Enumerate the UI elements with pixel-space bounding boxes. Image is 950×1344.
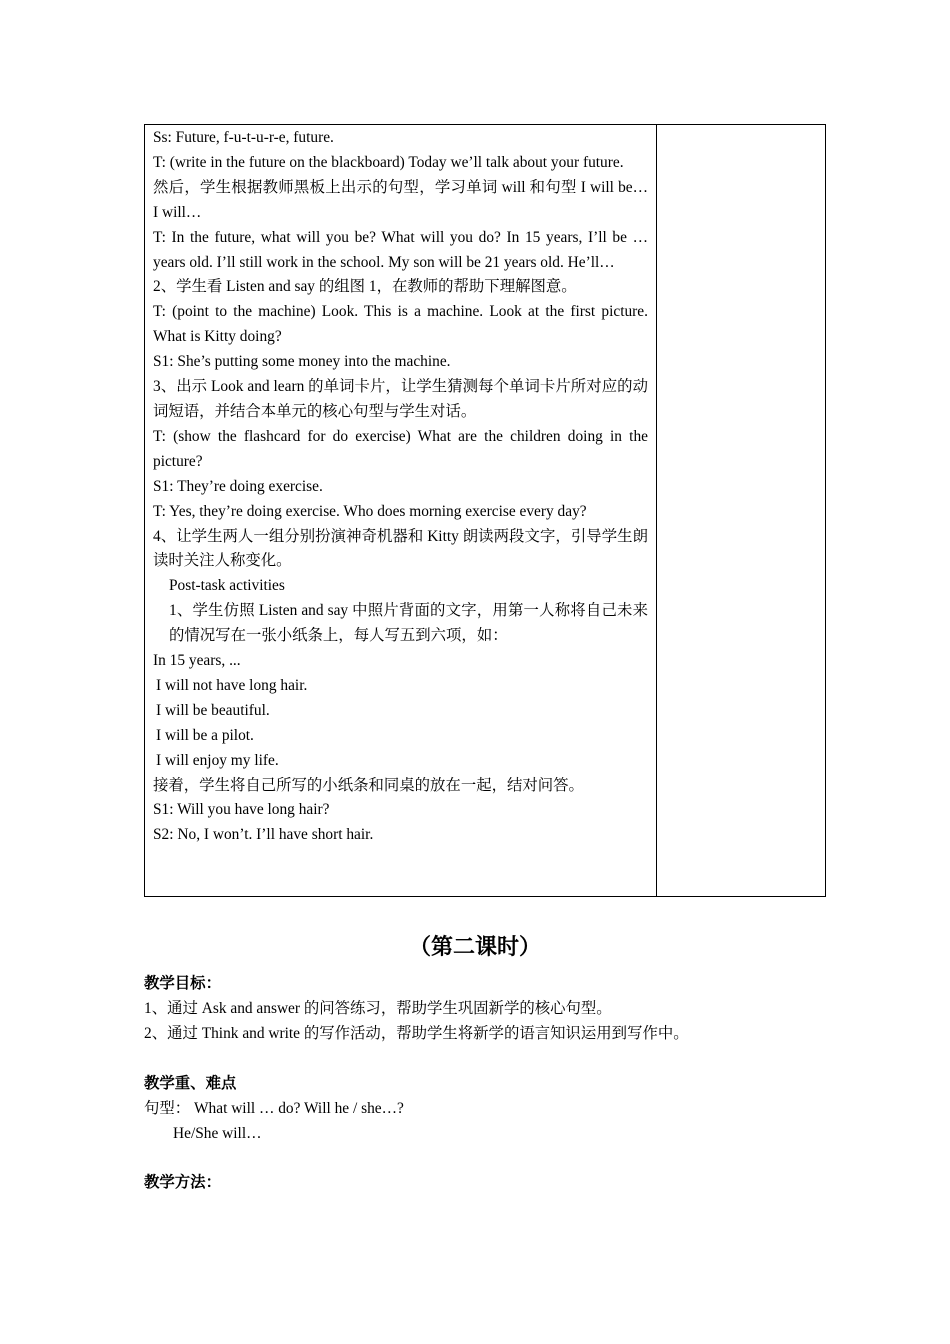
notes-cell: [657, 125, 826, 897]
table-line: 1、学生仿照 Listen and say 中照片背面的文字，用第一人称将自己未来的情况写在一张小纸条上，每人写五到六项，如：: [169, 602, 648, 645]
table-line: 然后，学生根据教师黑板上出示的句型，学习单词 will 和句型 I will be… I will…: [153, 178, 648, 221]
table-line: 2、学生看 Listen and say 的组图 1，在教师的帮助下理解图意。: [153, 278, 577, 296]
example-sentence: I will enjoy my life.: [156, 751, 279, 769]
lesson-procedure-table: [144, 124, 826, 897]
example-sentence: I will be beautiful.: [156, 701, 270, 719]
objective-item: 2、通过 Think and write 的写作活动，帮助学生将新学的语言知识运用到写作中。: [144, 1024, 689, 1042]
section-label-post-task: Post-task activities: [169, 577, 285, 595]
table-line: T: (point to the machine) Look. This is a machine. Look at the first picture. What is Kitty doing?: [153, 303, 648, 346]
table-line: S2: No, I won’t. I’ll have short hair.: [153, 826, 374, 844]
table-line: T: (show the flashcard for do exercise) What are the children doing in the picture?: [153, 427, 648, 470]
table-line: In 15 years, ...: [153, 652, 241, 670]
example-sentence: I will not have long hair.: [156, 676, 308, 694]
key-points-section: [144, 1072, 834, 1147]
sentence-pattern-line: He/She will…: [173, 1124, 262, 1142]
key-points-title: 教学重、难点: [144, 1075, 237, 1092]
table-line: 4、让学生两人一组分别扮演神奇机器和 Kitty 朗读两段文字，引导学生朗读时关注人称变化。: [153, 527, 648, 570]
example-sentence: I will be a pilot.: [156, 726, 254, 744]
table-line: 3、出示 Look and learn 的单词卡片，让学生猜测每个单词卡片所对应的动词短语，并结合本单元的核心句型与学生对话。: [153, 378, 648, 420]
table-line: Ss: Future, f-u-t-u-r-e, future.: [153, 129, 334, 146]
objectives-section: [144, 972, 834, 1047]
methods-section: [144, 1171, 834, 1196]
methods-title: 教学方法：: [144, 1174, 221, 1191]
table-line: T: Yes, they’re doing exercise. Who does morning exercise every day?: [153, 502, 587, 520]
sentence-pattern-line: 句型： What will … do? Will he / she…?: [144, 1099, 404, 1117]
table-line: S1: Will you have long hair?: [153, 801, 330, 819]
table-line: S1: She’s putting some money into the machine.: [153, 353, 451, 371]
table-row: [145, 125, 826, 897]
table-line: S1: They’re doing exercise.: [153, 477, 323, 495]
procedure-cell: [145, 125, 657, 897]
lesson-title: （第二课时）: [408, 934, 541, 959]
table-line: T: (write in the future on the blackboard) Today we’ll talk about your future.: [153, 153, 624, 171]
table-line: 接着，学生将自己所写的小纸条和同桌的放在一起，结对问答。: [153, 776, 584, 794]
objective-item: 1、通过 Ask and answer 的问答练习，帮助学生巩固新学的核心句型。: [144, 999, 612, 1017]
objectives-title: 教学目标：: [144, 975, 221, 992]
table-line: T: In the future, what will you be? What will you do? In 15 years, I’ll be … years old. I’ll still work in the school. My son will be 21 years old. He’ll…: [153, 228, 648, 271]
